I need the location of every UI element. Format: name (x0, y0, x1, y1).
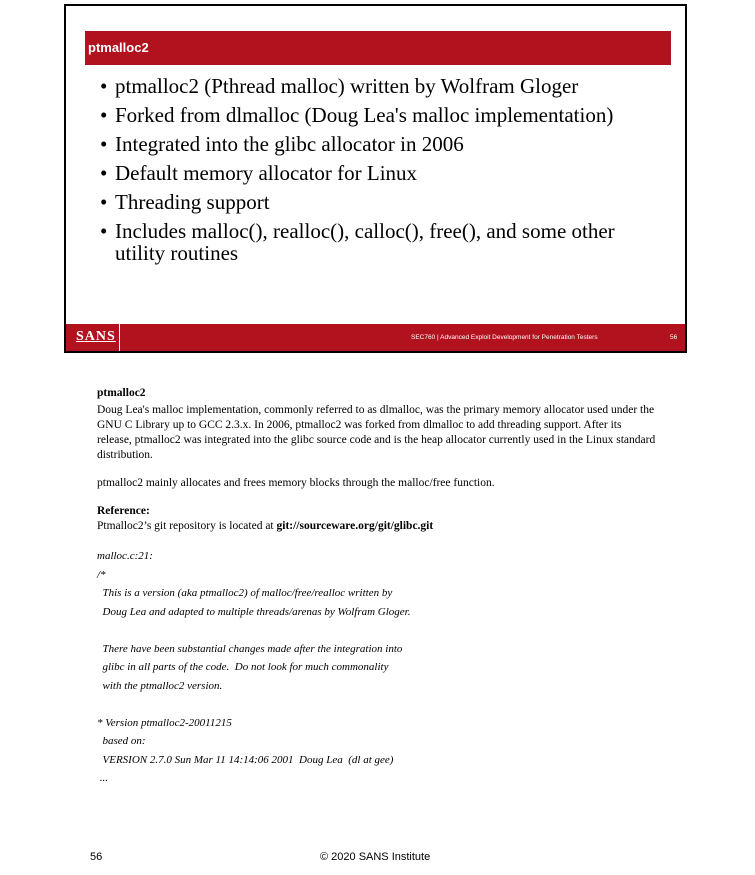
code-line: Doug Lea and adapted to multiple threads/arenas by Wolfram Gloger. (97, 605, 411, 618)
copyright: © 2020 SANS Institute (320, 851, 431, 863)
code-line: ... (97, 772, 108, 784)
code-line: This is a version (aka ptmalloc2) of malloc/free/realloc written by (97, 587, 393, 599)
reference-url: git://sourceware.org/git/glibc.git (276, 520, 434, 532)
code-line: malloc.c:21: (97, 550, 153, 562)
course-title: SEC760 | Advanced Exploit Development for Penetration Testers (411, 334, 598, 341)
slide-bullet-list (100, 75, 660, 271)
slide-title: ptmalloc2 (88, 40, 149, 55)
reference-label: Reference: (97, 505, 150, 517)
notes-section (97, 386, 657, 788)
reference-text: Ptmalloc2’s git repository is located at (97, 520, 277, 532)
code-line: glibc in all parts of the code. Do not look for much commonality (97, 661, 389, 673)
bullet-item: • ptmalloc2 (Pthread malloc) written by Wolfram Gloger (100, 75, 660, 97)
bullet-item: • Includes malloc(), realloc(), calloc(), free(), and some other utility routines (100, 220, 660, 264)
reference-line (97, 519, 657, 534)
code-line: There have been substantial changes made after the integration into (97, 642, 403, 655)
slide-title-bar (85, 31, 671, 65)
code-excerpt (97, 547, 657, 788)
bullet-item: • Default memory allocator for Linux (100, 162, 660, 184)
code-line: with the ptmalloc2 version. (97, 679, 223, 692)
slide-number: 56 (670, 334, 678, 341)
bullet-item: • Forked from dlmalloc (Doug Lea's malloc implementation) (100, 104, 660, 126)
code-line: * Version ptmalloc2-20011215 (97, 716, 232, 729)
notes-heading: ptmalloc2 (97, 387, 146, 399)
code-line: based on: (97, 735, 146, 747)
slide-footer (66, 324, 685, 351)
page-number: 56 (90, 851, 103, 863)
bullet-item: • Integrated into the glibc allocator in 2006 (100, 133, 660, 155)
code-line: /* (97, 568, 106, 581)
sans-logo: SANS (76, 329, 116, 344)
footer-divider (119, 324, 120, 351)
slide (64, 4, 687, 353)
code-line: VERSION 2.7.0 Sun Mar 11 14:14:06 2001 Doug Lea (dl at gee) (97, 753, 394, 766)
bullet-item: • Threading support (100, 191, 660, 213)
notes-paragraph: ptmalloc2 mainly allocates and frees memory blocks through the malloc/free function. (97, 477, 495, 489)
notes-paragraph: Doug Lea's malloc implementation, commonly referred to as dlmalloc, was the primary memory allocator used under the GNU C Library up to GCC 2.3.x. In 2006, ptmalloc2 was forked from dlmalloc to add threading support. After its release, ptmalloc2 was integrated into the glibc source code and is the heap allocator currently used in the Linux standard distribution. (97, 404, 656, 461)
